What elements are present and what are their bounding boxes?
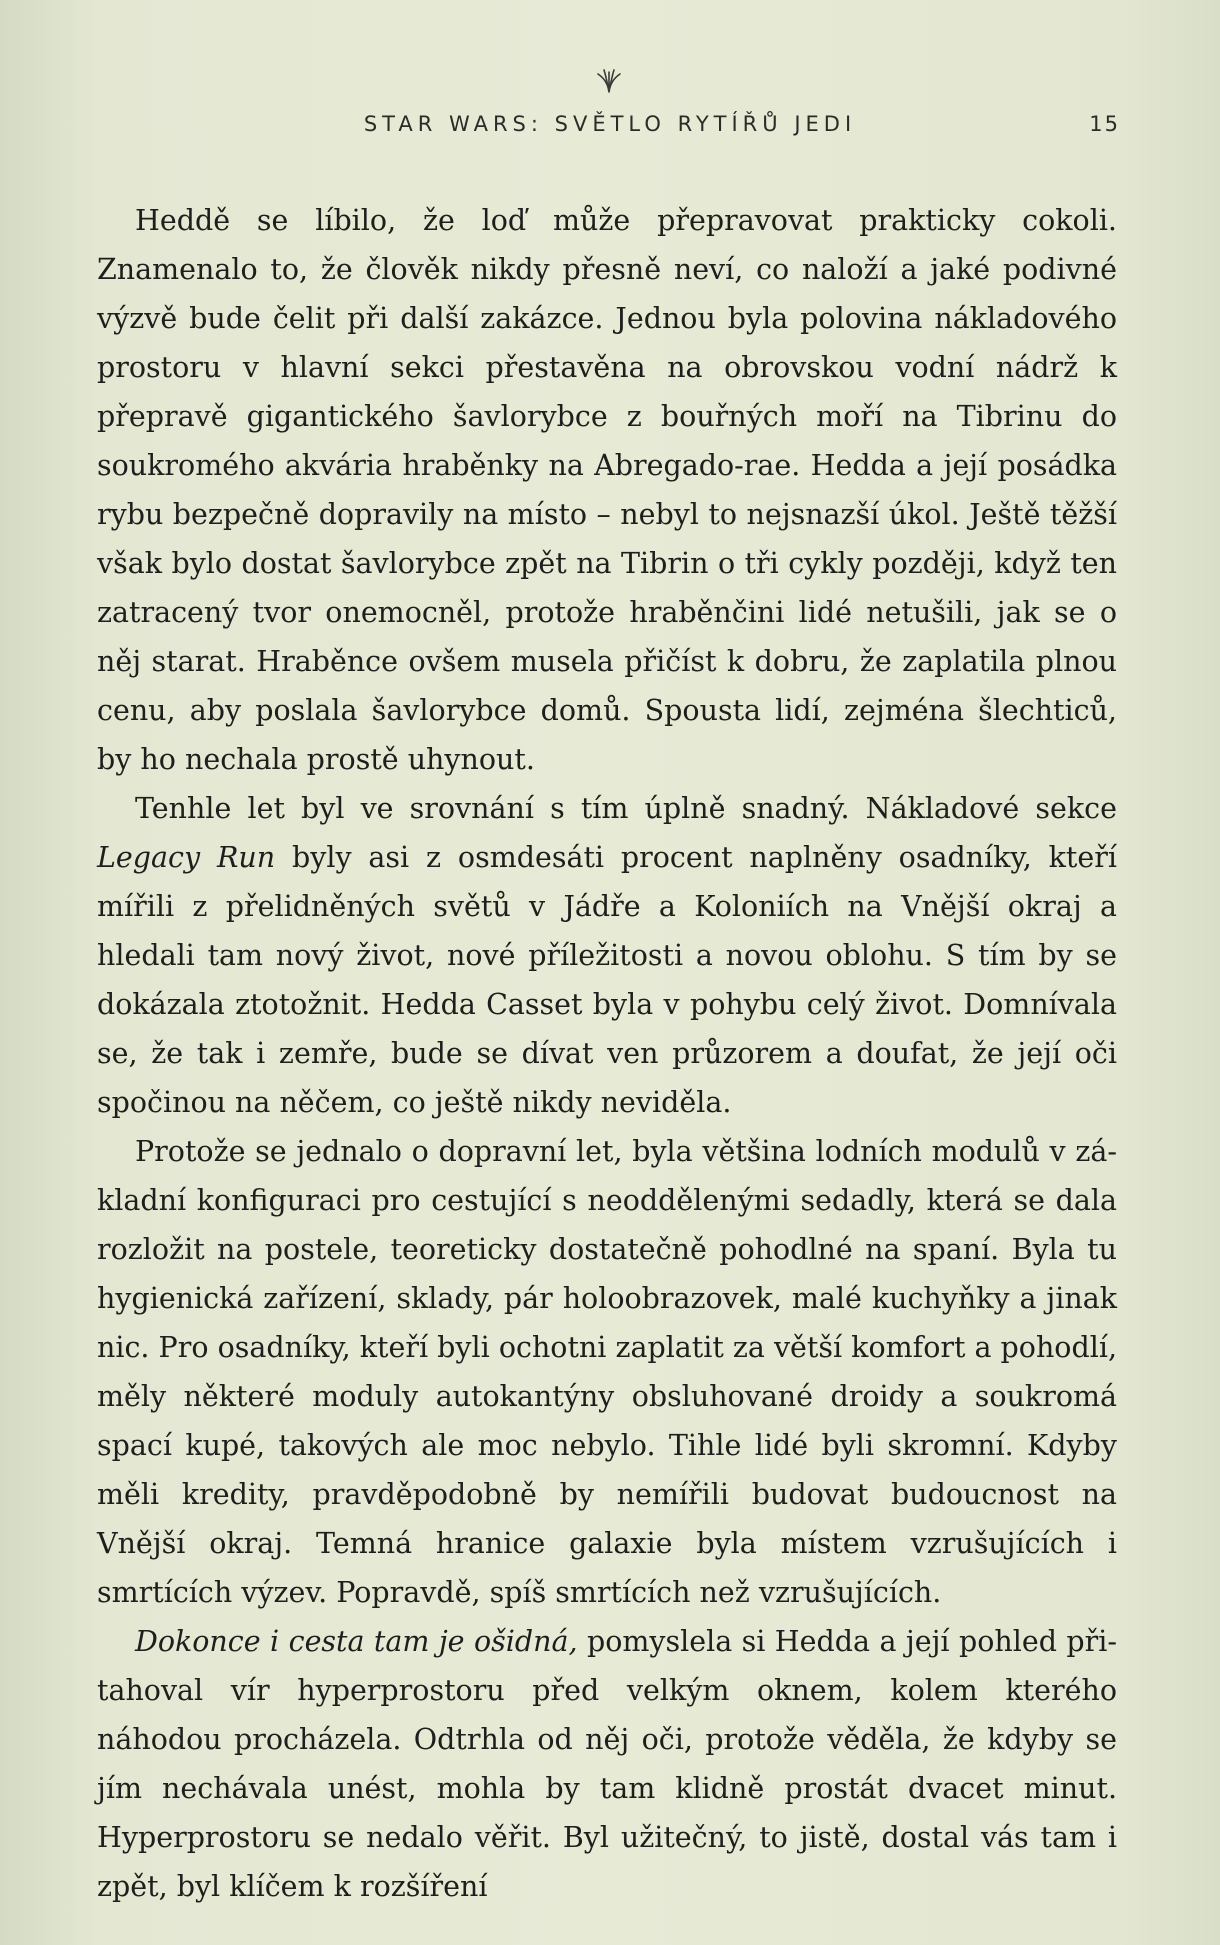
fleuron-icon (592, 66, 626, 94)
paragraph (97, 784, 1117, 1127)
running-title: STAR WARS: SVĚTLO RYTÍŘŮ JEDI (363, 112, 857, 136)
text-run: Heddě se líbilo, že loď může přepravovat prakticky cokoli. Znamenalo to, že člověk nikdy přesně neví, co naloží a jaké podivné výzvě bude čelit při další zakázce. Jednou byla polovina nákladového prostoru v hlavní sekci přestavěna na obrovskou vodní nádrž k přepravě gigantického šavlorybce z bouřných moří na Tibrinu do soukromého akvária hraběnky na Abregado-rae. Hedda a její posádka rybu bezpečně dopravily na místo – nebyl to nejsnazší úkol. Ještě těžší však bylo dostat šavlorybce zpět na Tibrin o tři cykly později, když ten zatracený tvor onemocněl, protože hraběnčini lidé netušili, jak se o něj starat. Hraběnce ovšem musela přičíst k dobru, že zaplatila plnou cenu, aby poslala šavlorybce domů. Spousta lidí, zejména šlechticů, by ho nechala prostě uhynout. (97, 204, 1117, 776)
paragraph (97, 196, 1117, 784)
italic-text: Legacy Run (97, 841, 276, 874)
italic-text: Dokonce i cesta tam je ošidná, (135, 1625, 578, 1658)
paragraph (97, 1127, 1117, 1617)
body-text (97, 196, 1117, 1911)
paragraph (97, 1617, 1117, 1911)
page-number: 15 (1089, 112, 1120, 136)
text-run: byly asi z osmdesáti procent naplněny osadníky, kteří mířili z přelidněných světů v Jádře a Koloniích na Vnější okraj a hledali tam nový život, nové příležitosti a novou oblohu. S tím by se dokázala ztotožnit. Hedda Casset byla v pohybu celý život. Domnívala se, že tak i zemře, bude se dívat ven průzorem a doufat, že její oči spočinou na něčem, co ještě nikdy neviděla. (97, 841, 1117, 1119)
text-run: pomyslela si Hedda a její pohled přitahoval vír hyperprostoru před velkým oknem, kolem kterého náhodou procházela. Odtrhla od něj oči, protože věděla, že kdyby se jím nechávala unést, mohla by tam klidně prostát dvacet minut. Hyperprostoru se nedalo věřit. Byl užitečný, to jistě, dostal vás tam i zpět, byl klíčem k rozšíření (97, 1625, 1117, 1903)
text-run: Tenhle let byl ve srovnání s tím úplně snadný. Nákladové sekce (135, 792, 1117, 825)
text-run: Protože se jednalo o dopravní let, byla většina lodních modulů v základní konfiguraci pro cestující s neoddělenými sedadly, která se dala rozložit na postele, teoreticky dostatečně pohodlné na spaní. Byla tu hygienická zařízení, sklady, pár holoobrazovek, malé kuchyňky a jinak nic. Pro osadníky, kteří byli ochotni zaplatit za větší komfort a pohodlí, měly některé moduly autokantýny obsluhované droidy a soukromá spací kupé, takových ale moc nebylo. Tihle lidé byli skromní. Kdyby měli kredity, pravděpodobně by nemířili budovat budoucnost na Vnější okraj. Temná hranice galaxie byla místem vzrušujících i smrtících výzev. Popravdě, spíš smrtících než vzrušujících. (97, 1135, 1117, 1609)
